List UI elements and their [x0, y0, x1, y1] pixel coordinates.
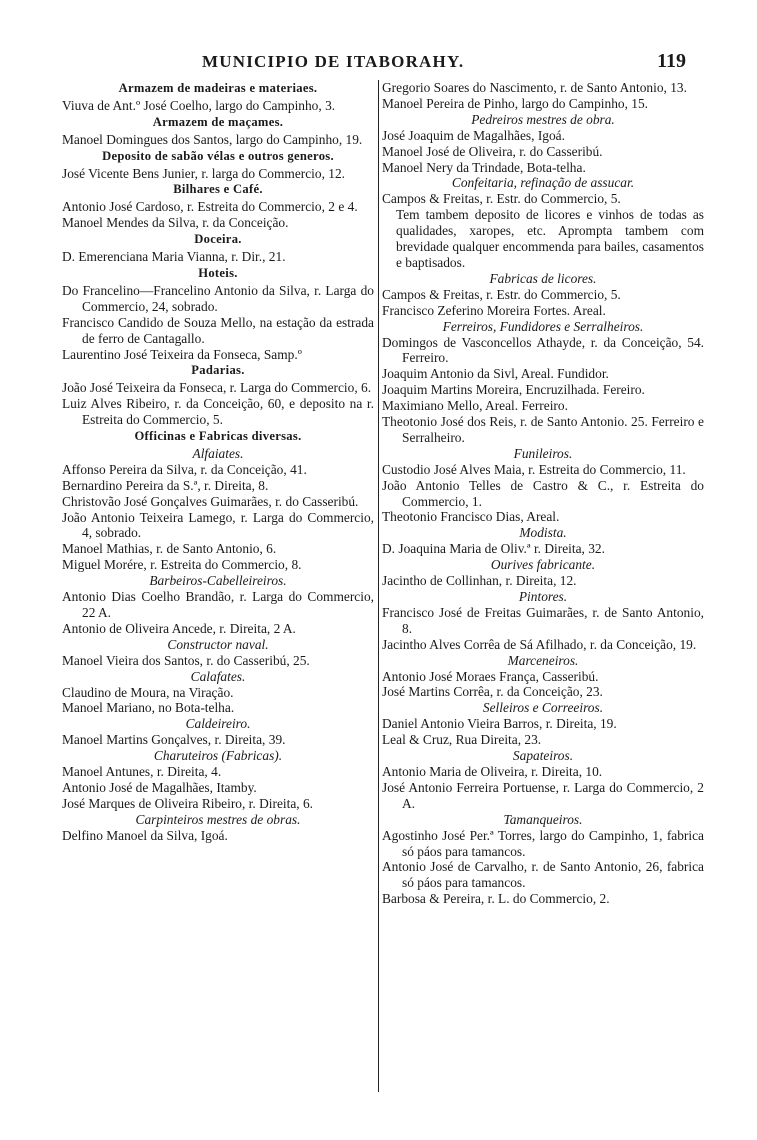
page-number: 119 — [657, 50, 686, 72]
right-column — [382, 80, 704, 907]
trade-subheading: Pintores. — [518, 589, 568, 604]
running-title: MUNICIPIO DE ITABORAHY. — [202, 52, 465, 71]
trade-subheading: Marceneiros. — [507, 652, 579, 668]
left-column — [62, 80, 374, 844]
trade-subheading: Sapateiros. — [512, 748, 574, 764]
trade-subheading: Calafates. — [190, 668, 246, 684]
section-heading: Bilhares e Café. — [173, 182, 263, 197]
directory-entry: Theotonio José dos Reis, r. de Santo Antonio. 25. Ferreiro e Serralheiro. — [382, 414, 704, 445]
trade-subheading: Charuteiros (Fabricas). — [153, 748, 283, 764]
directory-entry: Manoel Mendes da Silva, r. da Conceição. — [62, 215, 289, 231]
directory-entry: Antonio José Moraes França, Casseribú. — [382, 668, 599, 684]
directory-entry: Theotonio Francisco Dias, Areal. — [382, 509, 560, 525]
directory-entry: Affonso Pereira da Silva, r. da Conceição, 41. — [62, 461, 307, 477]
directory-entry: Maximiano Mello, Areal. Ferreiro. — [382, 398, 568, 414]
directory-entry: José Marques de Oliveira Ribeiro, r. Direita, 6. — [62, 795, 314, 811]
trade-subheading: Ferreiros, Fundidores e Serralheiros. — [442, 318, 644, 334]
directory-entry: José Martins Corrêa, r. da Conceição, 23. — [382, 684, 603, 700]
section-heading: Deposito de sabão vélas e outros generos. — [102, 148, 334, 163]
directory-entry: Delfino Manoel da Silva, Igoá. — [62, 827, 228, 843]
directory-entry: Antonio Dias Coelho Brandão, r. Larga do Commercio, 22 A. — [62, 589, 374, 620]
trade-subheading: Constructor naval. — [167, 636, 269, 652]
directory-entry: Antonio José de Magalhães, Itamby. — [62, 779, 257, 795]
directory-entry: José Joaquim de Magalhães, Igoá. — [382, 127, 565, 143]
directory-entry: Leal & Cruz, Rua Direita, 23. — [382, 732, 542, 748]
directory-entry: Antonio José Cardoso, r. Estreita do Commercio, 2 e 4. — [62, 199, 358, 215]
page-header — [62, 50, 692, 76]
trade-subheading: Tamanqueiros. — [503, 811, 583, 827]
directory-entry: Luiz Alves Ribeiro, r. da Conceição, 60, e deposito na r. Estreita do Commercio, 5. — [62, 396, 374, 428]
directory-entry: Barbosa & Pereira, r. L. do Commercio, 2. — [382, 891, 610, 907]
trade-subheading: Caldeireiro. — [185, 716, 251, 732]
trade-subheading: Funileiros. — [513, 445, 573, 461]
directory-entry: Manoel Vieira dos Santos, r. do Casseribú, 25. — [62, 652, 310, 668]
directory-entry: Viuva de Ant.º José Coelho, largo do Campinho, 3. — [62, 97, 336, 113]
directory-entry: Manoel Mariano, no Bota-telha. — [62, 700, 235, 716]
trade-subheading: Carpinteiros mestres de obras. — [135, 811, 301, 827]
directory-entry: Manoel Nery da Trindade, Bota-telha. — [382, 159, 586, 175]
column-divider — [378, 80, 379, 1092]
directory-entry: Manoel Pereira de Pinho, largo do Campinho, 15. — [382, 95, 649, 111]
trade-subheading: Barbeiros-Cabelleireiros. — [149, 573, 287, 589]
directory-entry: Joaquim Martins Moreira, Encruzilhada. Fereiro. — [382, 382, 645, 398]
trade-subheading: Fabricas de licores. — [489, 270, 597, 286]
section-heading: Hoteis. — [198, 265, 238, 280]
directory-entry: José Antonio Ferreira Portuense, r. Larga do Commercio, 2 A. — [382, 779, 704, 811]
directory-entry: José Vicente Bens Junier, r. larga do Commercio, 12. — [62, 165, 346, 181]
section-heading: Officinas e Fabricas diversas. — [134, 429, 302, 444]
directory-entry: Manoel Martins Gonçalves, r. Direita, 39. — [62, 732, 286, 748]
trade-subheading: Ourives fabricante. — [490, 557, 596, 573]
directory-entry: Domingos de Vasconcellos Athayde, r. da Conceição, 54. Ferreiro. — [382, 334, 704, 366]
directory-entry: Antonio Maria de Oliveira, r. Direita, 10. — [382, 763, 603, 779]
trade-subheading: Selleiros e Correeiros. — [482, 700, 604, 716]
directory-entry: Agostinho José Per.ª Torres, largo do Campinho, 1, fabrica só páos para tamancos. — [382, 827, 704, 859]
directory-entry: Campos & Freitas, r. Estr. do Commercio, 5. — [382, 191, 621, 207]
directory-entry: Jacintho de Collinhan, r. Direita, 12. — [382, 573, 577, 589]
directory-entry: Francisco José de Freitas Guimarães, r. de Santo Antonio, 8. — [382, 604, 704, 636]
directory-entry: João Antonio Telles de Castro & C., r. Estreita do Commercio, 1. — [382, 477, 704, 509]
directory-entry: Campos & Freitas, r. Estr. do Commercio, 5. — [382, 286, 621, 302]
directory-entry: Bernardino Pereira da S.ª, r. Direita, 8. — [62, 477, 269, 493]
trade-subheading: Pedreiros mestres de obra. — [471, 111, 615, 127]
directory-entry: Joaquim Antonio da Sivl, Areal. Fundidor. — [382, 366, 609, 382]
directory-entry: Antonio de Oliveira Ancede, r. Direita, 2 A. — [62, 620, 296, 636]
directory-entry: D. Emerenciana Maria Vianna, r. Dir., 21. — [62, 249, 286, 265]
section-heading: Doceira. — [194, 232, 242, 247]
directory-entry: Manoel José de Oliveira, r. do Casseribú. — [382, 143, 603, 159]
directory-entry: Manoel Mathias, r. de Santo Antonio, 6. — [62, 541, 277, 557]
directory-entry: Laurentino José Teixeira da Fonseca, Samp.º — [62, 346, 302, 362]
advertisement-text: Tem tambem deposito de licores e vinhos de todas as qualidades, xaropes, etc. Aprompta tambem com brevidade qualquer encommenda para bailes, casamentos e baptisados. — [396, 207, 704, 270]
directory-entry: Claudino de Moura, na Viração. — [62, 684, 234, 700]
trade-subheading: Confeitaria, refinação de assucar. — [451, 175, 635, 191]
directory-entry: Jacintho Alves Corrêa de Sá Afilhado, r. da Conceição, 19. — [382, 636, 697, 652]
directory-entry: Daniel Antonio Vieira Barros, r. Direita, 19. — [382, 716, 617, 732]
directory-entry: Manoel Domingues dos Santos, largo do Campinho, 19. — [62, 131, 363, 147]
directory-entry: Manoel Antunes, r. Direita, 4. — [62, 764, 222, 780]
directory-entry: Do Francelino—Francelino Antonio da Silva, r. Larga do Commercio, 24, sobrado. — [62, 282, 374, 314]
directory-entry: João Antonio Teixeira Lamego, r. Larga do Commercio, 4, sobrado. — [62, 509, 374, 541]
directory-entry: D. Joaquina Maria de Oliv.ª r. Direita, 32. — [382, 541, 605, 557]
section-heading: Padarias. — [191, 363, 245, 378]
directory-entry: Gregorio Soares do Nascimento, r. de Santo Antonio, 13. — [382, 80, 687, 95]
directory-entry: Francisco Zeferino Moreira Fortes. Areal. — [382, 302, 606, 318]
directory-entry: Christovão José Gonçalves Guimarães, r. do Casseribú. — [62, 493, 359, 509]
directory-entry: João José Teixeira da Fonseca, r. Larga do Commercio, 6. — [62, 380, 372, 396]
directory-entry: Antonio José de Carvalho, r. de Santo Antonio, 26, fabrica só páos para tamancos. — [382, 859, 704, 891]
directory-entry: Miguel Morére, r. Estreita do Commercio, 8. — [62, 557, 302, 573]
section-heading: Armazem de madeiras e materiaes. — [118, 81, 318, 95]
trade-subheading: Alfaiates. — [192, 445, 244, 461]
directory-entry: Francisco Candido de Souza Mello, na estação da estrada de ferro de Cantagallo. — [62, 314, 374, 346]
trade-subheading: Modista. — [519, 525, 567, 541]
section-heading: Armazem de maçames. — [152, 114, 284, 129]
directory-entry: Custodio José Alves Maia, r. Estreita do Commercio, 11. — [382, 461, 686, 477]
